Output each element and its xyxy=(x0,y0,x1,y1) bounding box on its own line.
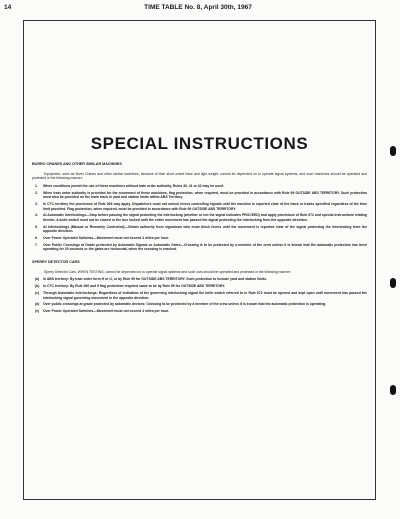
section-intro-burro-cranes: Equipment, such as Burro Cranes and other similar machines, because of their short wheel base and light weight, cannot be depended on to operate signal systems, and such machines should be operated and protected in the following manner: xyxy=(32,171,367,181)
item-text: Over Power Operated Switches—Movement must not exceed 4 miles per hour. xyxy=(43,236,170,241)
page-title: SPECIAL INSTRUCTIONS xyxy=(90,134,309,153)
list-item xyxy=(32,213,367,222)
item-number: 2. xyxy=(35,190,38,195)
section-intro-sperry: Sperry Detector Cars, WHEN TESTING, cannot be depended on to operate signal systems and such cars should be operated and protected in the following manner: xyxy=(44,269,292,274)
item-number: 6. xyxy=(35,236,38,241)
item-text: Over public crossings at grade protected by automatic devices: Crossing to be protected by a member of the crew unless it is known that the automatic protection is operating. xyxy=(43,302,327,307)
item-text: In CTC territory: By Rule 266 and if flag protection required same to be by Rule 99 for OUTSIDE ABS TERRITORY. xyxy=(43,284,226,289)
list-item xyxy=(32,184,367,189)
instructions-content xyxy=(32,162,367,316)
binder-hole xyxy=(390,385,396,395)
binder-hole xyxy=(390,278,396,288)
list-item xyxy=(32,236,367,241)
item-text: Over Public Crossings at Grade protected by Automatic Signals or Automatic Gates—Crossing is to be protected by a member of the crew unless it is known that the automatic protection has been operating for 20 seconds or the gates are horizontal, when the crossing is reached. xyxy=(43,242,367,252)
item-number: 7. xyxy=(35,242,38,247)
timetable-title: TIME TABLE No. 8, April 30th, 1967 xyxy=(144,4,252,11)
list-item xyxy=(32,284,367,289)
list-item xyxy=(32,277,367,282)
section-heading-sperry: SPERRY DETECTOR CARS xyxy=(32,260,80,265)
item-number: 1. xyxy=(35,183,38,188)
item-text: In ABS territory: By train order form H or U, or by Rule 99 for OUTSIDE ABS TERRITORY. Such protection to include yard and station limits. xyxy=(43,277,267,282)
item-text: When conditions permit the use of these machines without train order authority, Rules 40, 41 or 42 may be used. xyxy=(43,183,224,188)
item-number: 3. xyxy=(35,201,38,206)
list-item xyxy=(32,243,367,252)
item-number: (b) xyxy=(35,284,40,289)
item-number: 4. xyxy=(35,213,38,218)
list-item xyxy=(32,202,367,211)
instructions-frame xyxy=(23,20,376,500)
list-item xyxy=(32,309,367,314)
section-heading-burro-cranes: BURRO CRANES AND OTHER SIMILAR MACHINES xyxy=(32,162,122,166)
item-text: At Interlockings (Manual or Remotely Controlled)—Obtain authority from signalman who must block levers until the movement is reported clear of the signal protecting the interlocking from the opposite direction. xyxy=(43,224,367,234)
list-item xyxy=(32,225,367,234)
item-text: When train order authority is provided for the movement of these machines, flag protection, when required, must be provided in accordance with Rule 99 OUTSIDE ABS TERRITORY. Such protection must also be provided on the main track in yard and station limits within ABS Territory. xyxy=(43,190,367,200)
binder-hole xyxy=(390,146,396,156)
item-number: (a) xyxy=(35,277,40,282)
item-number: (e) xyxy=(35,309,40,314)
list-item xyxy=(32,191,367,200)
list-item xyxy=(32,302,367,307)
item-text: Over Power Operated Switches—Movement must not exceed 4 miles per hour. xyxy=(43,309,170,314)
item-number: 5. xyxy=(35,224,38,229)
list-item xyxy=(32,291,367,300)
item-text: Through Automatic Interlockings: Regardless of indication of the governing interlocking signal the knife switch referred to in Rule 672 must be opened and kept open until movement has passed the interlocking signal governing movement in the opposite direction. xyxy=(43,290,367,300)
item-number: (d) xyxy=(35,302,40,307)
item-text: At Automatic Interlockings—Stop before passing the signal protecting the interlocking (whether or not the signal indicates PROCEED) and apply provisions of Rule 672 and special instructions relating thereto. A knife switch must not be closed or the box locked until the entire movement has passed the signal protecting the interlocking from the opposite direction. xyxy=(43,213,367,222)
item-text: In CTC territory the provisions of Rule 266 may apply. Dispatchers must not unlock levers controlling signals until the machine is reported clear of the track or tracks specified regardless of the time limit provided. Flag protection, when required, must be provided in accordance with Rule 99 OUTSIDE ABS TERRITORY. xyxy=(43,201,367,211)
page-number: 14 xyxy=(4,4,12,11)
page-header xyxy=(4,4,392,14)
item-number: (c) xyxy=(35,290,40,295)
